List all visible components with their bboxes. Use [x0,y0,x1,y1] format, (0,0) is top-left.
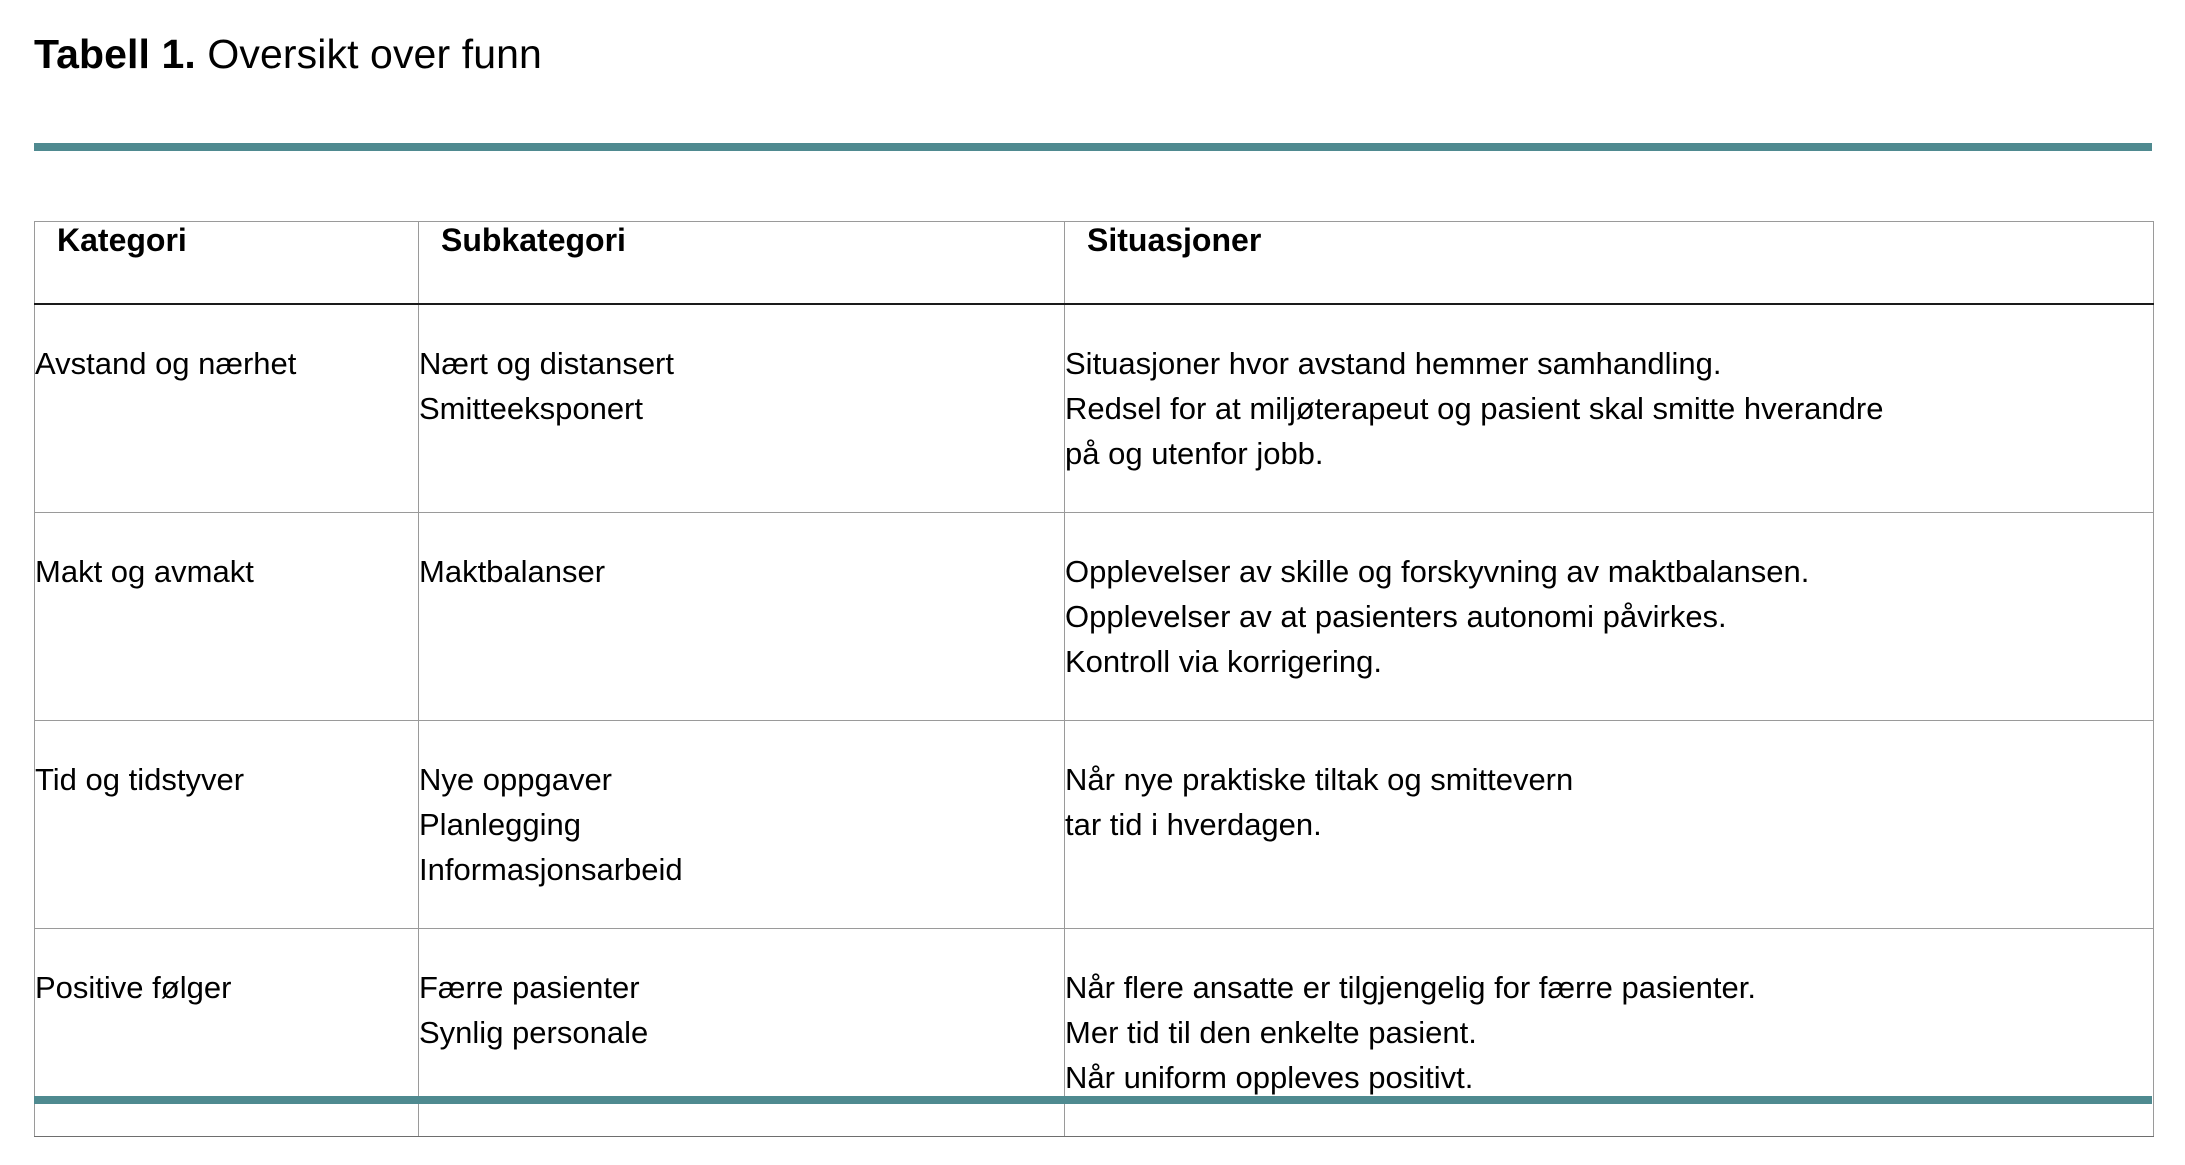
cell-text: Smitteeksponert [419,391,643,426]
cell-text: Opplevelser av skille og forskyvning av maktbalansen. [1065,554,1810,589]
cell-text: Færre pasienter [419,970,640,1005]
cell-kategori [35,304,419,513]
column-header-kategori-label: Kategori [57,222,187,258]
column-header-kategori [35,222,419,305]
page-title [34,28,542,80]
cell-text: på og utenfor jobb. [1065,436,1324,471]
cell-text: Nye oppgaver [419,762,613,797]
cell-text: Synlig personale [419,1015,649,1050]
cell-text: Redsel for at miljøterapeut og pasient skal smitte hverandre [1065,391,1884,426]
table-row [35,304,2154,513]
table-row [35,513,2154,721]
cell-text: Opplevelser av at pasienters autonomi påvirkes. [1065,599,1727,634]
cell-situasjoner [1065,929,2154,1137]
cell-text: Mer tid til den enkelte pasient. [1065,1015,1477,1050]
cell-text: Makt og avmakt [35,554,254,589]
column-header-subkategori-label: Subkategori [441,222,626,258]
cell-text: Planlegging [419,807,582,842]
cell-situasjoner [1065,304,2154,513]
cell-text: Når uniform oppleves positivt. [1065,1060,1474,1095]
cell-situasjoner [1065,721,2154,929]
cell-subkategori [419,304,1065,513]
cell-subkategori [419,929,1065,1137]
table-row [35,721,2154,929]
cell-text: Tid og tidstyver [35,762,245,797]
column-header-situasjoner [1065,222,2154,305]
bottom-rule-divider [34,1096,2152,1104]
cell-text: tar tid i hverdagen. [1065,807,1322,842]
caption-text: Oversikt over funn [195,31,542,77]
cell-text: Nært og distansert [419,346,674,381]
cell-kategori [35,513,419,721]
cell-text: Avstand og nærhet [35,346,297,381]
table-header-row [35,222,2154,305]
cell-situasjoner [1065,513,2154,721]
column-header-subkategori [419,222,1065,305]
cell-kategori [35,929,419,1137]
table-row [35,929,2154,1137]
table-body [35,304,2154,1137]
top-rule-divider [34,143,2152,151]
cell-subkategori [419,513,1065,721]
cell-subkategori [419,721,1065,929]
cell-text: Situasjoner hvor avstand hemmer samhandling. [1065,346,1722,381]
cell-text: Når nye praktiske tiltak og smittevern [1065,762,1574,797]
cell-kategori [35,721,419,929]
cell-text: Kontroll via korrigering. [1065,644,1383,679]
caption-label: Tabell 1. [34,31,196,77]
cell-text: Positive følger [35,970,232,1005]
table-header [35,222,2154,305]
cell-text: Informasjonsarbeid [419,852,683,887]
column-header-situasjoner-label: Situasjoner [1087,222,1262,258]
cell-text: Maktbalanser [419,554,606,589]
findings-table [34,221,2154,1137]
cell-text: Når flere ansatte er tilgjengelig for færre pasienter. [1065,970,1756,1005]
